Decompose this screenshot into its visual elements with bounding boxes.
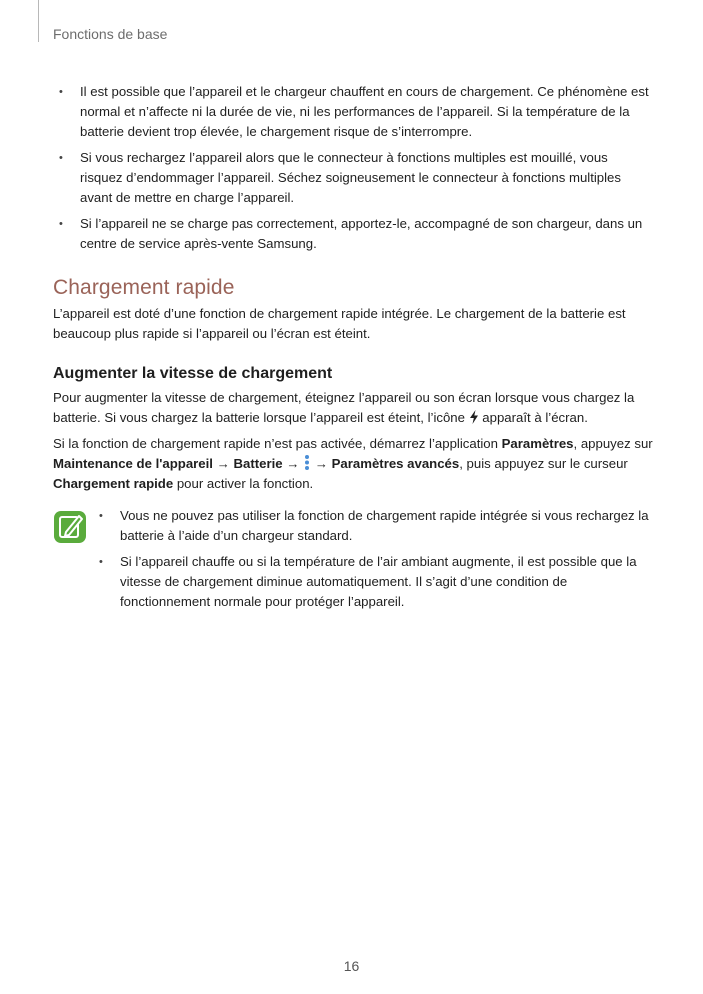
page-content <box>53 82 653 618</box>
list-item: • Si l’appareil ne se charge pas correctement, apportez-le, accompagné de son chargeur, dans un centre de service après-vente Samsung. <box>59 216 643 251</box>
margin-rule <box>38 0 39 42</box>
intro-bullet-list <box>53 82 653 254</box>
paragraph-instructions: Si la fonction de chargement rapide n’est pas activée, démarrez l’application Paramètres, appuyez sur Maintenance de l'appareil → Batterie → → Paramètres avancés, puis appuyez sur le curseur Chargement rapide pour activer la fonction. <box>53 436 653 491</box>
paragraph-speed: Pour augmenter la vitesse de chargement, éteignez l’appareil ou son écran lorsque vous chargez la batterie. Si vous chargez la batterie lorsque l’appareil est éteint, l’icône apparaît à l’écran. <box>53 390 635 425</box>
subsection-title: Augmenter la vitesse de chargement <box>53 365 333 382</box>
section-header: Fonctions de base <box>53 26 168 42</box>
list-item: • Si vous rechargez l’appareil alors que le connecteur à fonctions multiples est mouillé, vous risquez d’endommager l’appareil. Séchez soigneusement le connecteur à fonctions multiples avant de mettre en charge l’appareil. <box>59 150 621 205</box>
menu-path-item: Chargement rapide <box>53 476 174 491</box>
note-bullet-list <box>93 506 653 612</box>
menu-path-item: Batterie <box>233 456 283 471</box>
note-box <box>53 506 653 612</box>
lightning-icon <box>469 410 479 424</box>
list-item: • Si l’appareil chauffe ou si la température de l’air ambiant augmente, il est possible que la vitesse de chargement diminue automatiquement. Il s’agit d’une condition de fonctionnement normale pour protéger l’appareil. <box>99 554 637 609</box>
section-intro: L’appareil est doté d’une fonction de chargement rapide intégrée. Le chargement de la batterie est beaucoup plus rapide si l’appareil ou l’écran est éteint. <box>53 306 626 341</box>
app-name: Paramètres <box>501 436 574 451</box>
note-pencil-icon <box>53 510 87 544</box>
menu-path-item: Paramètres avancés <box>331 456 460 471</box>
menu-path-item: Maintenance de l'appareil <box>53 456 213 471</box>
section-title: Chargement rapide <box>53 276 235 299</box>
more-options-icon <box>303 454 311 471</box>
list-item: • Il est possible que l’appareil et le chargeur chauffent en cours de chargement. Ce phénomène est normal et n’affecte ni la durée de vie, ni les performances de l’appareil. Si la température de la batterie devient trop élevée, le chargement risque de s’interrompre. <box>59 84 649 139</box>
page-number: 16 <box>343 958 360 974</box>
list-item: • Vous ne pouvez pas utiliser la fonction de chargement rapide intégrée si vous rechargez la batterie à l’aide d’un chargeur standard. <box>99 508 649 543</box>
